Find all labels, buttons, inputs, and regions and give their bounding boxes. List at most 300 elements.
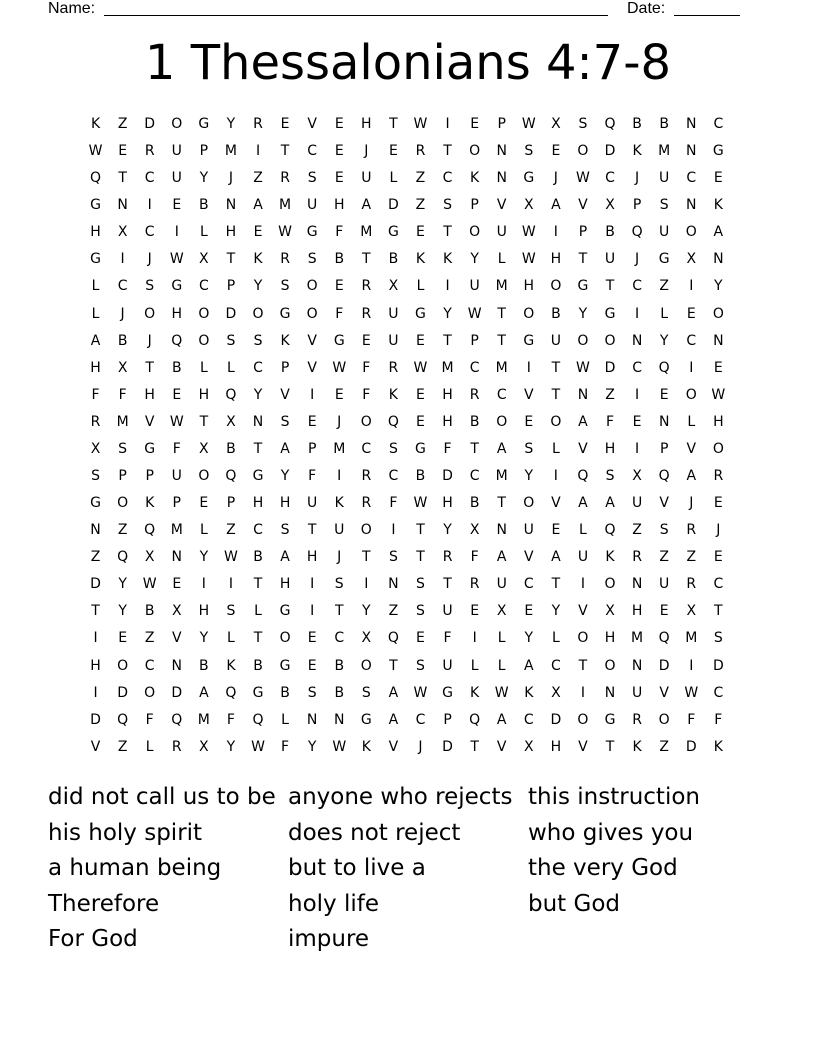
grid-cell[interactable]: L <box>551 630 560 647</box>
grid-cell[interactable]: B <box>632 116 642 132</box>
grid-cell[interactable]: Y <box>118 603 127 620</box>
grid-cell[interactable]: S <box>443 197 452 214</box>
grid-cell[interactable]: Q <box>577 468 589 485</box>
grid-cell[interactable]: T <box>253 576 263 593</box>
grid-cell[interactable]: H <box>333 197 345 214</box>
grid-cell[interactable]: A <box>280 549 290 566</box>
grid-cell[interactable]: T <box>199 413 209 430</box>
grid-cell[interactable]: Z <box>144 630 155 647</box>
grid-cell[interactable]: I <box>445 116 450 132</box>
grid-cell[interactable]: C <box>144 224 155 241</box>
grid-cell[interactable]: U <box>496 576 507 593</box>
grid-cell[interactable]: W <box>169 251 184 268</box>
grid-cell[interactable]: G <box>387 224 399 241</box>
grid-cell[interactable]: D <box>90 576 101 593</box>
grid-cell[interactable]: L <box>389 170 398 187</box>
grid-cell[interactable]: M <box>685 630 698 647</box>
grid-cell[interactable]: J <box>120 305 125 322</box>
grid-cell[interactable]: Z <box>605 386 615 403</box>
grid-cell[interactable]: C <box>144 170 155 187</box>
grid-cell[interactable]: Q <box>252 711 264 728</box>
grid-cell[interactable]: Q <box>225 684 237 701</box>
grid-cell[interactable]: C <box>713 116 724 132</box>
grid-cell[interactable]: G <box>604 711 616 728</box>
grid-cell[interactable]: R <box>388 359 399 376</box>
grid-cell[interactable]: G <box>333 332 345 349</box>
grid-cell[interactable]: Q <box>171 332 183 349</box>
grid-cell[interactable]: E <box>334 143 344 160</box>
grid-cell[interactable]: Z <box>226 522 236 539</box>
grid-cell[interactable]: D <box>144 116 156 132</box>
grid-cell[interactable]: D <box>442 468 453 485</box>
grid-cell[interactable]: C <box>415 711 426 728</box>
grid-cell[interactable]: C <box>253 359 263 376</box>
grid-cell[interactable]: W <box>521 116 536 132</box>
grid-cell[interactable]: O <box>577 143 589 160</box>
grid-cell[interactable]: H <box>225 224 237 241</box>
grid-cell[interactable]: T <box>362 251 371 268</box>
grid-cell[interactable]: G <box>658 251 670 268</box>
grid-cell[interactable]: X <box>469 522 480 539</box>
grid-cell[interactable]: Q <box>604 522 616 539</box>
grid-cell[interactable]: U <box>171 468 182 485</box>
grid-cell[interactable]: H <box>361 116 372 132</box>
grid-cell[interactable]: D <box>442 738 453 755</box>
grid-cell[interactable]: T <box>497 332 506 349</box>
grid-cell[interactable]: V <box>578 603 588 620</box>
grid-cell[interactable]: T <box>334 603 344 620</box>
grid-cell[interactable]: W <box>413 495 428 512</box>
grid-cell[interactable]: F <box>605 413 615 430</box>
grid-cell[interactable]: X <box>686 251 697 268</box>
grid-cell[interactable]: Y <box>199 549 209 566</box>
grid-cell[interactable]: B <box>388 251 399 268</box>
grid-cell[interactable]: A <box>361 197 372 214</box>
grid-cell[interactable]: Y <box>199 630 209 647</box>
grid-cell[interactable]: K <box>632 738 642 755</box>
grid-cell[interactable]: C <box>442 170 453 187</box>
grid-cell[interactable]: I <box>635 440 640 457</box>
grid-cell[interactable]: L <box>416 278 425 295</box>
grid-cell[interactable]: K <box>90 116 101 132</box>
grid-cell[interactable]: U <box>442 603 453 620</box>
grid-cell[interactable]: F <box>389 495 398 512</box>
grid-cell[interactable]: O <box>469 143 481 160</box>
grid-cell[interactable]: N <box>306 711 318 728</box>
grid-cell[interactable]: C <box>198 278 209 295</box>
grid-cell[interactable]: A <box>578 495 588 512</box>
grid-cell[interactable]: T <box>226 251 236 268</box>
grid-cell[interactable]: L <box>227 630 235 647</box>
grid-cell[interactable]: F <box>335 224 344 241</box>
grid-cell[interactable]: D <box>685 738 697 755</box>
grid-cell[interactable]: T <box>91 603 100 620</box>
grid-cell[interactable]: V <box>307 332 317 349</box>
grid-cell[interactable]: Y <box>714 278 723 295</box>
grid-cell[interactable]: A <box>605 495 615 512</box>
grid-cell[interactable]: Z <box>117 116 128 132</box>
grid-cell[interactable]: E <box>307 657 317 674</box>
grid-cell[interactable]: Y <box>307 738 317 755</box>
grid-cell[interactable]: P <box>226 278 236 295</box>
grid-cell[interactable]: E <box>713 549 723 566</box>
grid-cell[interactable]: F <box>118 386 127 403</box>
grid-cell[interactable]: G <box>712 143 724 160</box>
grid-cell[interactable]: I <box>310 603 315 620</box>
grid-cell[interactable]: L <box>227 359 235 376</box>
grid-cell[interactable]: T <box>497 495 506 512</box>
grid-cell[interactable]: D <box>550 711 562 728</box>
grid-cell[interactable]: A <box>551 549 561 566</box>
grid-cell[interactable]: O <box>306 305 318 322</box>
grid-cell[interactable]: T <box>551 386 561 403</box>
grid-cell[interactable]: T <box>578 251 588 268</box>
grid-cell[interactable]: G <box>90 251 101 268</box>
grid-cell[interactable]: F <box>145 711 154 728</box>
grid-cell[interactable]: C <box>117 278 128 295</box>
grid-cell[interactable]: K <box>388 386 398 403</box>
grid-cell[interactable]: E <box>307 413 317 430</box>
grid-cell[interactable]: C <box>686 170 697 187</box>
grid-cell[interactable]: I <box>337 468 342 485</box>
grid-cell[interactable]: F <box>172 440 181 457</box>
grid-cell[interactable]: H <box>631 603 643 620</box>
grid-cell[interactable]: E <box>334 170 344 187</box>
grid-cell[interactable]: E <box>416 224 425 241</box>
grid-cell[interactable]: S <box>578 116 588 132</box>
grid-cell[interactable]: U <box>388 305 399 322</box>
grid-cell[interactable]: H <box>306 549 318 566</box>
grid-cell[interactable]: X <box>144 549 155 566</box>
grid-cell[interactable]: C <box>307 143 318 160</box>
grid-cell[interactable]: N <box>225 197 237 214</box>
grid-cell[interactable]: L <box>199 359 208 376</box>
grid-cell[interactable]: V <box>578 440 588 457</box>
grid-cell[interactable]: X <box>686 603 697 620</box>
grid-cell[interactable]: O <box>117 495 129 512</box>
grid-cell[interactable]: S <box>713 630 723 647</box>
grid-cell[interactable]: C <box>686 332 697 349</box>
grid-cell[interactable]: V <box>307 116 317 132</box>
grid-cell[interactable]: U <box>604 251 616 268</box>
grid-cell[interactable]: I <box>580 576 586 593</box>
grid-cell[interactable]: G <box>279 305 291 322</box>
grid-cell[interactable]: N <box>631 657 643 674</box>
grid-cell[interactable]: W <box>576 170 590 187</box>
grid-cell[interactable]: I <box>391 522 396 539</box>
grid-cell[interactable]: S <box>226 332 236 349</box>
grid-cell[interactable]: N <box>686 197 697 214</box>
grid-cell[interactable]: H <box>90 224 101 241</box>
grid-cell[interactable]: Z <box>117 738 128 755</box>
grid-cell[interactable]: T <box>551 576 561 593</box>
grid-cell[interactable]: O <box>523 305 535 322</box>
grid-cell[interactable]: D <box>604 143 616 160</box>
grid-cell[interactable]: X <box>605 603 615 620</box>
grid-cell[interactable]: L <box>497 657 506 674</box>
grid-cell[interactable]: Y <box>470 251 479 268</box>
grid-cell[interactable]: X <box>199 440 209 457</box>
grid-cell[interactable]: K <box>524 684 534 701</box>
grid-cell[interactable]: E <box>334 278 344 295</box>
grid-cell[interactable]: Z <box>90 549 101 566</box>
name-field[interactable] <box>104 15 608 16</box>
grid-cell[interactable]: D <box>712 657 724 674</box>
grid-cell[interactable]: T <box>443 224 452 241</box>
grid-cell[interactable]: M <box>279 197 292 214</box>
grid-cell[interactable]: H <box>550 251 562 268</box>
grid-cell[interactable]: L <box>199 224 208 241</box>
grid-cell[interactable]: O <box>712 440 724 457</box>
grid-cell[interactable]: N <box>577 386 589 403</box>
grid-cell[interactable]: M <box>197 711 210 728</box>
grid-cell[interactable]: J <box>147 251 152 268</box>
grid-cell[interactable]: T <box>416 549 425 566</box>
grid-cell[interactable]: Q <box>658 359 670 376</box>
grid-cell[interactable]: V <box>578 738 588 755</box>
grid-cell[interactable]: Q <box>604 116 616 132</box>
grid-cell[interactable]: V <box>578 197 588 214</box>
grid-cell[interactable]: N <box>171 657 183 674</box>
grid-cell[interactable]: M <box>631 630 644 647</box>
grid-cell[interactable]: T <box>362 549 371 566</box>
grid-cell[interactable]: Z <box>253 170 263 187</box>
grid-cell[interactable]: I <box>553 468 558 485</box>
grid-cell[interactable]: C <box>713 684 724 701</box>
grid-cell[interactable]: V <box>307 359 317 376</box>
grid-cell[interactable]: B <box>199 657 209 674</box>
grid-cell[interactable]: R <box>632 549 642 566</box>
grid-cell[interactable]: S <box>416 603 425 620</box>
grid-cell[interactable]: Y <box>659 332 669 349</box>
grid-cell[interactable]: W <box>711 386 726 403</box>
grid-cell[interactable]: S <box>145 278 155 295</box>
grid-cell[interactable]: H <box>279 495 291 512</box>
grid-cell[interactable]: F <box>226 711 235 728</box>
grid-cell[interactable]: Q <box>225 468 237 485</box>
grid-cell[interactable]: I <box>120 251 125 268</box>
grid-cell[interactable]: W <box>224 549 238 566</box>
grid-cell[interactable]: Q <box>117 711 129 728</box>
grid-cell[interactable]: N <box>631 332 643 349</box>
grid-cell[interactable]: J <box>689 495 694 512</box>
grid-cell[interactable]: T <box>714 603 723 620</box>
grid-cell[interactable]: U <box>361 170 372 187</box>
grid-cell[interactable]: B <box>199 197 209 214</box>
grid-cell[interactable]: A <box>253 197 263 214</box>
grid-cell[interactable]: F <box>714 711 723 728</box>
grid-cell[interactable]: Z <box>388 603 399 620</box>
grid-cell[interactable]: H <box>90 657 101 674</box>
grid-cell[interactable]: E <box>659 603 669 620</box>
grid-cell[interactable]: Q <box>631 224 643 241</box>
grid-cell[interactable]: R <box>686 522 697 539</box>
grid-cell[interactable]: B <box>117 332 128 349</box>
grid-cell[interactable]: X <box>90 440 101 457</box>
grid-cell[interactable]: T <box>280 143 290 160</box>
grid-cell[interactable]: S <box>307 251 317 268</box>
grid-cell[interactable]: J <box>228 170 233 187</box>
grid-cell[interactable]: L <box>660 305 669 322</box>
grid-cell[interactable]: W <box>142 576 157 593</box>
grid-cell[interactable]: I <box>147 197 152 214</box>
grid-cell[interactable]: M <box>495 468 508 485</box>
grid-cell[interactable]: S <box>307 684 317 701</box>
grid-cell[interactable]: B <box>144 603 155 620</box>
grid-cell[interactable]: R <box>361 468 372 485</box>
grid-cell[interactable]: B <box>415 468 426 485</box>
grid-cell[interactable]: T <box>497 305 506 322</box>
grid-cell[interactable]: X <box>523 197 534 214</box>
grid-cell[interactable]: G <box>252 468 264 485</box>
grid-cell[interactable]: N <box>496 522 507 539</box>
grid-cell[interactable]: P <box>145 468 154 485</box>
grid-cell[interactable]: B <box>171 359 182 376</box>
grid-cell[interactable]: G <box>415 440 426 457</box>
grid-cell[interactable]: E <box>524 603 534 620</box>
grid-cell[interactable]: E <box>524 413 534 430</box>
grid-cell[interactable]: P <box>172 495 181 512</box>
grid-cell[interactable]: X <box>551 684 561 701</box>
grid-cell[interactable]: U <box>307 197 318 214</box>
grid-cell[interactable]: D <box>658 657 670 674</box>
grid-cell[interactable]: U <box>442 657 453 674</box>
grid-cell[interactable]: N <box>117 197 128 214</box>
grid-cell[interactable]: F <box>687 711 696 728</box>
grid-cell[interactable]: S <box>659 197 669 214</box>
grid-cell[interactable]: K <box>470 684 480 701</box>
grid-cell[interactable]: T <box>470 738 479 755</box>
grid-cell[interactable]: B <box>334 251 345 268</box>
grid-cell[interactable]: B <box>334 657 345 674</box>
grid-cell[interactable]: J <box>635 251 640 268</box>
grid-cell[interactable]: P <box>470 332 479 349</box>
grid-cell[interactable]: Y <box>551 603 561 620</box>
grid-cell[interactable]: C <box>550 657 561 674</box>
grid-cell[interactable]: X <box>551 116 561 132</box>
grid-cell[interactable]: R <box>280 170 290 187</box>
grid-cell[interactable]: W <box>413 116 428 132</box>
grid-cell[interactable]: K <box>632 143 642 160</box>
grid-cell[interactable]: G <box>577 278 589 295</box>
grid-cell[interactable]: H <box>198 386 210 403</box>
grid-cell[interactable]: O <box>577 630 589 647</box>
grid-cell[interactable]: P <box>280 359 290 376</box>
grid-cell[interactable]: P <box>199 143 209 160</box>
grid-cell[interactable]: E <box>470 116 480 132</box>
date-field[interactable] <box>674 15 740 16</box>
grid-cell[interactable]: Q <box>90 170 102 187</box>
grid-cell[interactable]: O <box>279 630 291 647</box>
grid-cell[interactable]: C <box>253 522 263 539</box>
grid-cell[interactable]: Y <box>226 116 236 132</box>
grid-cell[interactable]: H <box>604 630 616 647</box>
grid-cell[interactable]: E <box>416 413 425 430</box>
grid-cell[interactable]: O <box>604 657 616 674</box>
grid-cell[interactable]: E <box>416 630 425 647</box>
grid-cell[interactable]: I <box>201 576 206 593</box>
grid-cell[interactable]: W <box>467 305 482 322</box>
grid-cell[interactable]: D <box>225 305 237 322</box>
grid-cell[interactable]: W <box>413 359 428 376</box>
grid-cell[interactable]: A <box>686 468 697 485</box>
grid-cell[interactable]: U <box>307 495 318 512</box>
grid-cell[interactable]: X <box>523 738 534 755</box>
grid-cell[interactable]: E <box>172 576 182 593</box>
grid-cell[interactable]: O <box>360 413 372 430</box>
grid-cell[interactable]: B <box>469 413 480 430</box>
grid-cell[interactable]: K <box>280 332 290 349</box>
grid-cell[interactable]: F <box>362 386 371 403</box>
grid-cell[interactable]: N <box>658 413 670 430</box>
grid-cell[interactable]: Y <box>524 468 534 485</box>
grid-cell[interactable]: Z <box>117 522 128 539</box>
grid-cell[interactable]: C <box>632 278 642 295</box>
grid-cell[interactable]: K <box>253 251 263 268</box>
grid-cell[interactable]: T <box>578 657 588 674</box>
grid-cell[interactable]: I <box>93 684 98 701</box>
grid-cell[interactable]: U <box>659 576 670 593</box>
grid-cell[interactable]: O <box>712 305 724 322</box>
grid-cell[interactable]: F <box>470 549 479 566</box>
grid-cell[interactable]: G <box>252 684 264 701</box>
grid-cell[interactable]: N <box>496 170 507 187</box>
grid-cell[interactable]: S <box>307 170 317 187</box>
grid-cell[interactable]: E <box>118 143 128 160</box>
grid-cell[interactable]: K <box>605 549 615 566</box>
grid-cell[interactable]: U <box>577 549 589 566</box>
grid-cell[interactable]: X <box>199 251 209 268</box>
grid-cell[interactable]: O <box>523 495 535 512</box>
grid-cell[interactable]: E <box>334 386 344 403</box>
grid-cell[interactable]: J <box>337 413 342 430</box>
grid-cell[interactable]: U <box>469 278 480 295</box>
grid-cell[interactable]: V <box>144 413 155 430</box>
grid-cell[interactable]: S <box>361 684 371 701</box>
grid-cell[interactable]: X <box>117 359 128 376</box>
grid-cell[interactable]: R <box>361 278 372 295</box>
grid-cell[interactable]: S <box>91 468 100 485</box>
grid-cell[interactable]: D <box>90 711 101 728</box>
grid-cell[interactable]: O <box>550 278 562 295</box>
grid-cell[interactable]: C <box>523 711 534 728</box>
grid-cell[interactable]: S <box>416 657 425 674</box>
grid-cell[interactable]: Y <box>199 170 209 187</box>
grid-cell[interactable]: I <box>689 657 694 674</box>
grid-cell[interactable]: Z <box>415 170 426 187</box>
grid-cell[interactable]: P <box>307 440 317 457</box>
grid-cell[interactable]: Q <box>117 549 129 566</box>
grid-cell[interactable]: T <box>443 576 452 593</box>
grid-cell[interactable]: V <box>524 549 534 566</box>
grid-cell[interactable]: F <box>362 359 371 376</box>
grid-cell[interactable]: V <box>686 440 697 457</box>
grid-cell[interactable]: F <box>281 738 290 755</box>
grid-cell[interactable]: A <box>713 224 724 241</box>
grid-cell[interactable]: E <box>199 495 209 512</box>
grid-cell[interactable]: D <box>604 359 616 376</box>
grid-cell[interactable]: Z <box>659 549 669 566</box>
grid-cell[interactable]: U <box>550 332 561 349</box>
grid-cell[interactable]: A <box>578 413 588 430</box>
grid-cell[interactable]: Y <box>578 305 588 322</box>
grid-cell[interactable]: N <box>631 576 643 593</box>
grid-cell[interactable]: L <box>551 440 560 457</box>
grid-cell[interactable]: L <box>470 657 479 674</box>
grid-cell[interactable]: R <box>280 251 290 268</box>
grid-cell[interactable]: S <box>280 413 290 430</box>
grid-cell[interactable]: U <box>523 522 534 539</box>
